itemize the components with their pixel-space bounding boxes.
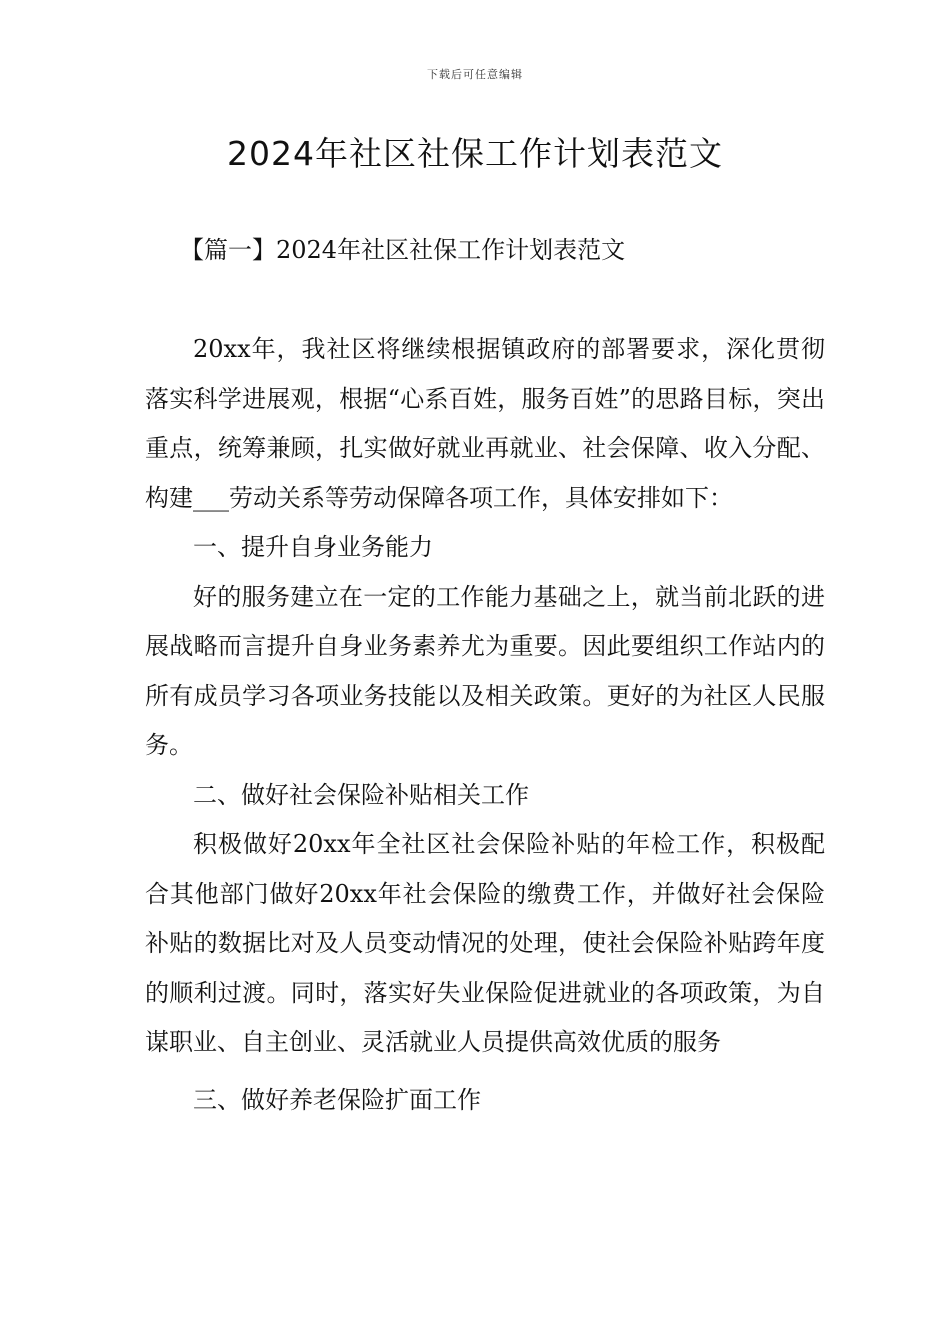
paragraph-body-2: 积极做好20xx年全社区社会保险补贴的年检工作，积极配合其他部门做好20xx年社会保险的缴费工作，并做好社会保险补贴的数据比对及人员变动情况的处理，使社会保险补贴跨年度的顺利过渡。同时，落实好失业保险促进就业的各项政策，为自谋职业、自主创业、灵活就业人员提供高效优质的服务 (145, 830, 825, 1056)
paragraph-heading-3: 三、做好养老保险扩面工作 (193, 1085, 481, 1114)
paragraph-body-1: 好的服务建立在一定的工作能力基础之上，就当前北跃的进展战略而言提升自身业务素养尤为重要。因此要组织工作站内的所有成员学习各项业务技能以及相关政策。更好的为社区人民服务。 (145, 582, 825, 759)
document-body (145, 325, 825, 1125)
header-note: 下载后可任意编辑 (427, 68, 523, 81)
paragraph-heading-1: 一、提升自身业务能力 (193, 533, 433, 561)
section-heading: 【篇一】2024年社区社保工作计划表范文 (180, 236, 626, 264)
document-title: 2024年社区社保工作计划表范文 (227, 134, 723, 173)
paragraph-intro: 20xx年，我社区将继续根据镇政府的部署要求，深化贯彻落实科学进展观，根据“心系百姓，服务百姓”的思路目标，突出重点，统筹兼顾，扎实做好就业再就业、社会保障、收入分配、构建___劳动关系等劳动保障各项工作，具体安排如下： (145, 335, 825, 512)
paragraph-heading-2: 二、做好社会保险补贴相关工作 (193, 780, 529, 809)
